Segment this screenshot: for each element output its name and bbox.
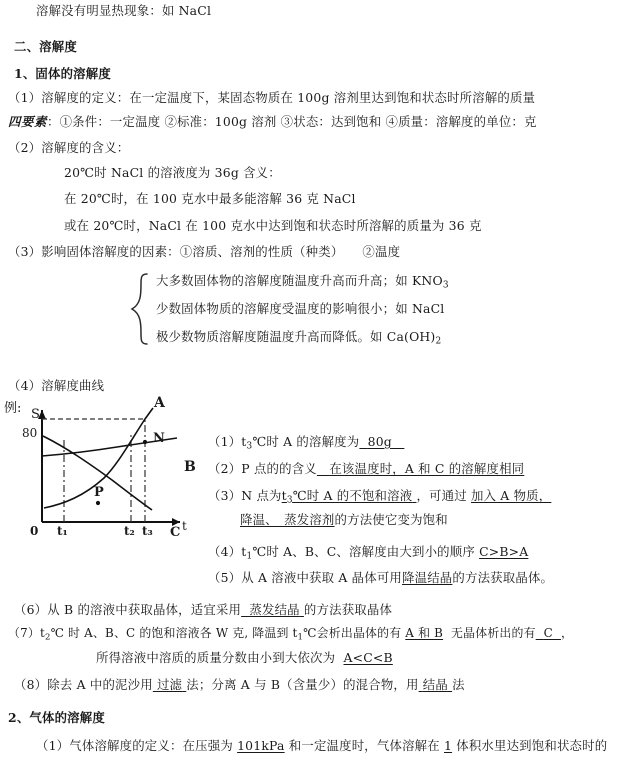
text-gas-definition [36,740,607,752]
graph-q5-answer: 降温结晶 [402,570,453,585]
graph-q3-mid: ，可通过 [416,488,467,503]
gas-def-answer-1: 101kPa [237,738,285,753]
text-definition: （1）溶解度的定义：在一定温度下，某固态物质在 100g 溶剂里达到饱和状态时所溶解的质量 [8,90,536,105]
graph-xtick-t2: t₂ [124,524,135,538]
graph-xtick-t3: t₃ [142,524,153,538]
graph-q4-subscript: 1 [246,551,253,562]
q8-prefix: （8）除去 A 中的泥沙用 [14,677,153,692]
q7-subscript-1: 2 [44,632,51,643]
text-four-elements [8,116,537,128]
graph-q4-answer: C>B>A [479,544,529,559]
q6-tail: 的方法获取晶体 [303,602,393,617]
graph-point-label-p: P [94,485,104,500]
heading-section-two: 二、溶解度 [14,39,77,54]
text-line-intro: 溶解没有明显热现象：如 NaCl [36,3,212,18]
graph-q1-answer: 80g [367,434,392,449]
graph-q4-body: ℃时 A、B、C、溶解度由大到小的顺序 [252,544,475,559]
q7-body-1: ℃ 时 A、B、C 的饱和溶液各 W 克, 降温到 t [50,626,298,640]
text-meaning-c: 或在 20℃时，NaCl 在 100 克水中达到饱和状态时所溶解的质量为 36 克 [64,218,482,233]
graph-q3-prefix: （3）N 点为 [208,488,282,503]
text-graph-q3 [208,490,551,505]
gas-def-answer-2: 1 [444,738,453,753]
q7-prefix: （7）t [8,626,45,640]
text-meaning-b: 在 20℃时，在 100 克水中最多能溶解 36 克 NaCl [64,191,356,206]
q8-answer-2: 结晶 [422,677,448,692]
graph-q2-answer: 在该温度时，A 和 C 的溶解度相同 [329,461,525,476]
graph-q3-tail: 的方法使它变为饱和 [334,512,448,527]
text-q7-line2 [96,652,393,664]
brace-item-3-subscript: 2 [435,336,442,347]
graph-curve-label-c: C [170,525,181,540]
graph-point-label-n: N [153,431,165,446]
graph-xtick-0: 0 [30,524,39,538]
curly-brace-icon [128,272,152,346]
gas-def-prefix: （1）气体溶解度的定义：在压强为 [36,738,233,753]
q7-tail: ， [560,626,574,640]
graph-q4-prefix: （4）t [208,544,247,559]
text-brace-item-2: 少数固体物质的溶解度受温度的影响很小；如 NaCl [156,301,445,316]
graph-x-axis-label: t [182,519,187,533]
q8-tail: 法 [452,677,465,692]
graph-q1-subscript: 3 [246,441,253,452]
graph-q2-prefix: （2）P 点的的含义 [208,461,317,476]
graph-q1-body: ℃时 A 的溶解度为 [252,434,360,449]
q7-answer-2: C [543,626,553,640]
q8-body: 法；分离 A 与 B（含量少）的混合物，用 [186,677,419,692]
q7-subscript-2: 1 [297,632,304,643]
text-q7 [8,628,573,642]
gas-def-body: 和一定温度时，气体溶解在 [288,738,440,753]
graph-ytick-80: 80 [22,426,38,440]
graph-y-axis-label: S [31,407,40,422]
text-graph-q4 [208,546,528,561]
graph-q1-prefix: （1）t [208,434,247,449]
graph-q5-prefix: （5）从 A 溶液中获取 A 晶体可用 [208,570,403,585]
q6-prefix: （6）从 B 的溶液中获取晶体，适宜采用 [14,602,242,617]
text-q8 [14,679,465,691]
heading-solubility-curve: （4）溶解度曲线 [8,378,105,393]
graph-curve-label-a: A [154,395,165,411]
text-meaning-heading: （2）溶解度的含义： [8,140,130,155]
heading-solid-solubility: 1、固体的溶解度 [14,66,111,81]
q7-answer-1: A 和 B [405,626,444,640]
q7-line2-prefix: 所得溶液中溶质的质量分数由小到大依次为 [96,650,336,665]
text-brace-item-3 [156,331,441,346]
four-elements-label: 四要素 [8,114,47,129]
q7-body-2: ℃会析出晶体的有 [303,626,402,640]
solubility-curve-graph [4,395,202,546]
brace-item-3-text: 极少数物质溶解度随温度升高而降低。如 Ca(OH) [156,329,436,344]
brace-item-1-subscript: 3 [442,280,449,291]
text-brace-item-1 [156,275,449,290]
heading-gas-solubility: 2、气体的溶解度 [8,710,105,725]
q7-line2-answer: A<C<B [343,650,393,665]
text-factors: （3）影响固体溶解度的因素：①溶质、溶剂的性质（种类） ②温度 [8,244,401,259]
gas-def-tail: 体积水里达到饱和状态时的 [456,738,608,753]
graph-curve-label-b: B [184,459,196,475]
brace-item-1-text: 大多数固体物的溶解度随温度升高而升高；如 KNO [156,273,443,288]
text-graph-q5 [208,572,553,584]
text-graph-q2 [208,463,524,475]
graph-q3-answer2: 加入 A 物质， [470,488,552,503]
text-q6 [14,604,392,616]
graph-xtick-t1: t₁ [57,524,68,538]
graph-q5-tail: 的方法获取晶体。 [452,570,554,585]
graph-q3-answer3: 降温、 蒸发溶剂 [240,512,335,527]
q6-answer: 蒸发结晶 [249,602,300,617]
q8-answer-1: 过滤 [156,677,183,692]
text-meaning-a: 20℃时 NaCl 的溶液度为 36g 含义： [64,165,281,180]
four-elements-body: ：①条件：一定温度 ②标准：100g 溶剂 ③状态：达到饱和 ④质量：溶解度的单位：克 [46,114,537,129]
q7-body-3: 无晶体析出的有 [451,626,536,640]
graph-example-prefix: 例: [4,401,22,416]
text-graph-q1 [208,436,404,451]
graph-q3-answer1: $t_3℃$时 A 的不饱和溶液 [281,488,413,506]
text-graph-q3-line2 [240,514,448,526]
